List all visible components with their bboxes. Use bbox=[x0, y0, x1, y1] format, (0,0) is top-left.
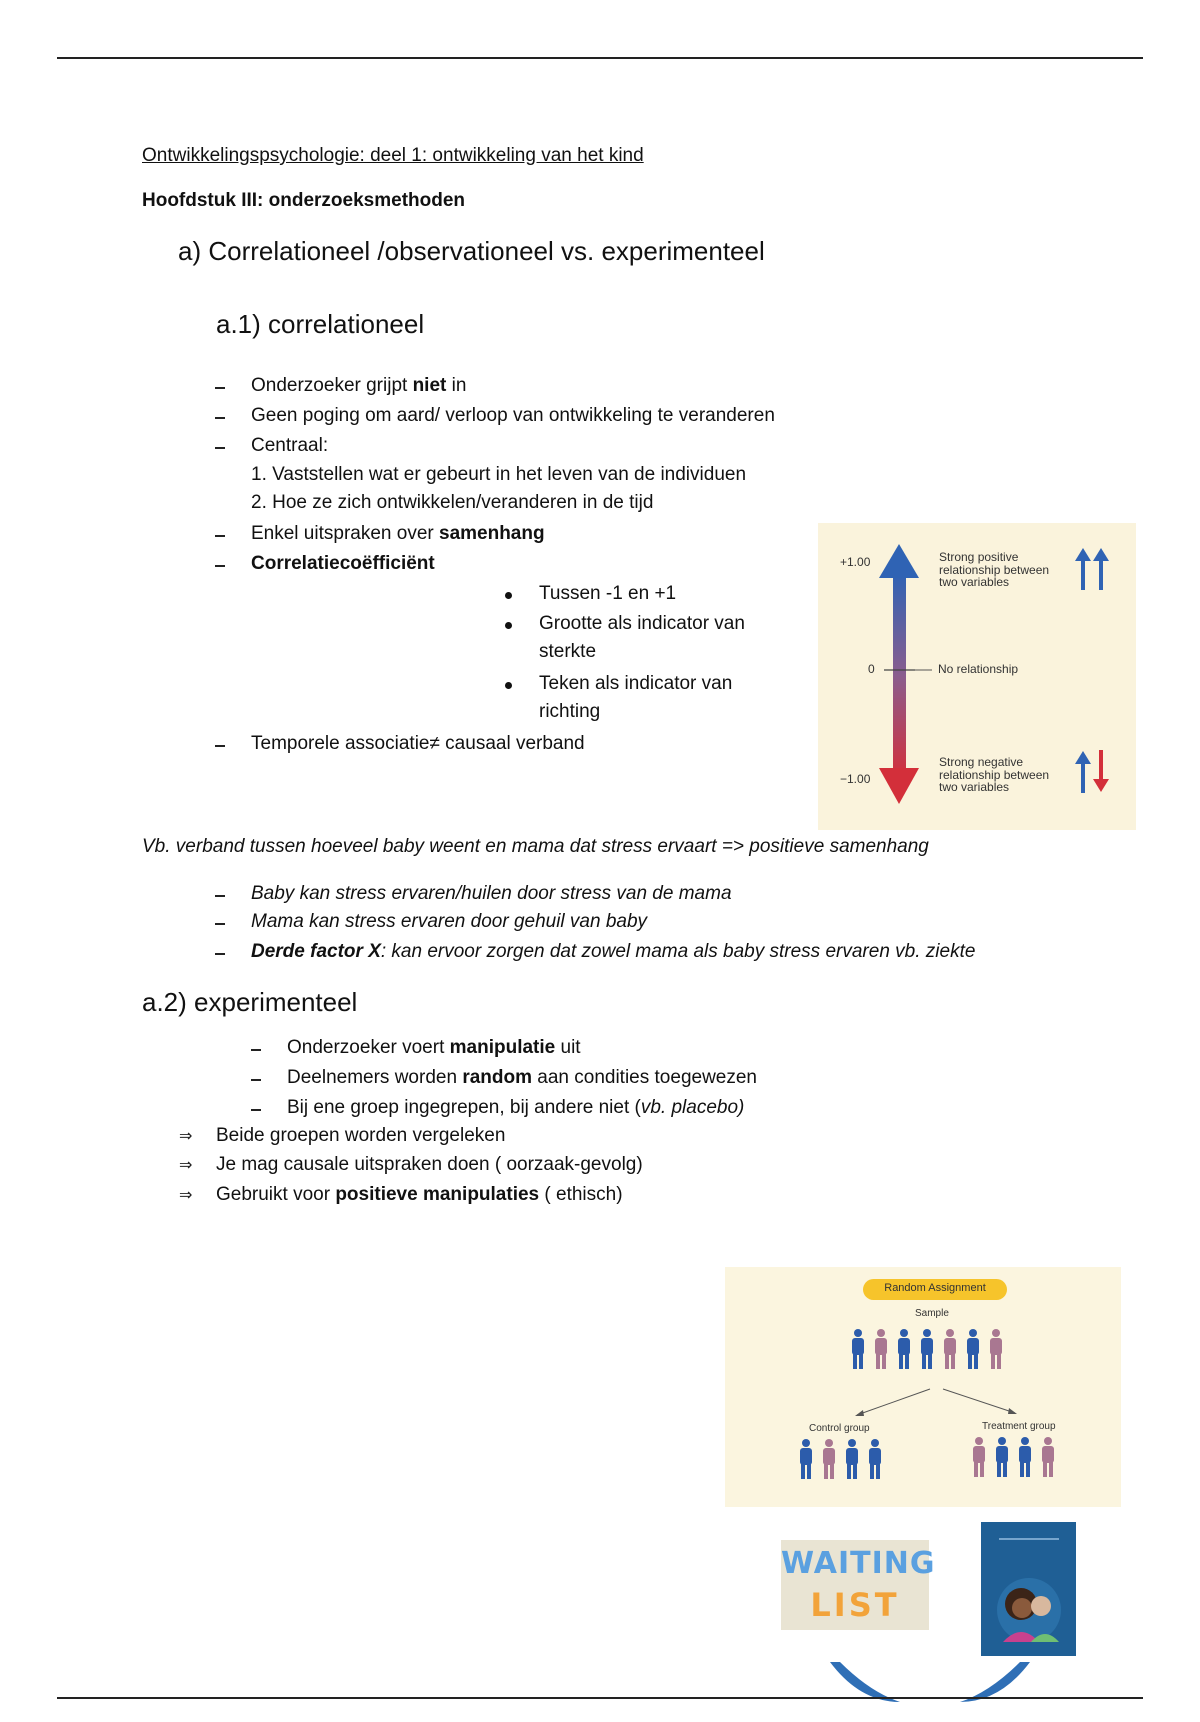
top-rule bbox=[57, 57, 1143, 59]
sample-person-icon bbox=[967, 1329, 979, 1369]
top-value-label: +1.00 bbox=[840, 555, 871, 569]
split-arrow-left bbox=[857, 1389, 930, 1415]
list-item-association: Enkel uitspraken over samenhang bbox=[251, 523, 545, 544]
sub-bullet-size-line2: sterkte bbox=[539, 641, 597, 662]
bottom-value-label: −1.00 bbox=[840, 772, 871, 786]
split-arrow-right bbox=[943, 1389, 1015, 1413]
mid-value-label: 0 bbox=[868, 662, 875, 676]
double-up-arrow-icon bbox=[1075, 548, 1109, 590]
chapter-title: Hoofdstuk III: onderzoeksmethoden bbox=[142, 190, 466, 211]
treatment-person-icon bbox=[1042, 1437, 1054, 1477]
course-title: Ontwikkelingspsychologie: deel 1: ontwikkeling van het kind bbox=[142, 145, 644, 166]
scale-bar bbox=[893, 573, 906, 778]
control-person-icon bbox=[846, 1439, 858, 1479]
section-a-heading: a) Correlationeel /observationeel vs. experimenteel bbox=[178, 236, 765, 266]
book-cover-figure bbox=[981, 1522, 1076, 1656]
strong-negative-label: Strong negative relationship between two variables bbox=[939, 755, 1050, 795]
arrow-bullet-icon: ⇒ bbox=[179, 1157, 193, 1174]
section-a2-heading: a.2) experimenteel bbox=[142, 987, 358, 1017]
bullet-dash bbox=[215, 565, 225, 567]
bullet-dash bbox=[215, 895, 225, 897]
bullet-dash bbox=[215, 417, 225, 419]
control-person-icon bbox=[869, 1439, 881, 1479]
example-item-third-factor: Derde factor X: kan ervoor zorgen dat zowel mama als baby stress ervaren vb. ziekte bbox=[251, 941, 976, 962]
bottom-decoration bbox=[0, 1662, 1200, 1722]
bullet-dash bbox=[215, 387, 225, 389]
list-item-central: Centraal: bbox=[251, 435, 329, 456]
conclusion-causal: Je mag causale uitspraken doen ( oorzaak-gevolg) bbox=[216, 1154, 643, 1175]
sample-person-icon bbox=[921, 1329, 933, 1369]
arrow-bullet-icon: ⇒ bbox=[179, 1128, 193, 1145]
bullet-dash bbox=[215, 923, 225, 925]
bullet-dot bbox=[505, 682, 512, 689]
down-arrowhead bbox=[879, 768, 919, 804]
bullet-dash bbox=[251, 1109, 261, 1111]
sub-bullet-range: Tussen -1 en +1 bbox=[539, 583, 677, 604]
bottom-rule bbox=[57, 1697, 1143, 1699]
control-person-icon bbox=[823, 1439, 835, 1479]
waiting-word bbox=[781, 1546, 936, 1581]
waiting-letters: WAITING bbox=[781, 1546, 936, 1581]
sample-person-icon bbox=[990, 1329, 1002, 1369]
conclusion-compare: Beide groepen worden vergeleken bbox=[216, 1125, 506, 1146]
conclusion-positive: Gebruikt voor positieve manipulaties ( ethisch) bbox=[216, 1184, 623, 1205]
right-blue-curve bbox=[960, 1662, 1030, 1702]
strong-positive-label: Strong positive relationship between two variables bbox=[939, 550, 1050, 590]
sample-person-icon bbox=[944, 1329, 956, 1369]
list-item-temporal: Temporele associatie≠ causaal verband bbox=[251, 733, 585, 754]
list-letters: LIST bbox=[810, 1586, 900, 1624]
list-word bbox=[781, 1586, 929, 1624]
left-blue-curve bbox=[830, 1662, 900, 1702]
arrow-bullet-icon: ⇒ bbox=[179, 1187, 193, 1204]
bullet-dot bbox=[505, 622, 512, 629]
people-graphic bbox=[725, 1267, 1121, 1507]
treatment-group-label: Treatment group bbox=[982, 1421, 1056, 1432]
up-down-arrow-icon bbox=[1075, 750, 1109, 793]
up-arrowhead bbox=[879, 544, 919, 578]
random-assignment-label: Random Assignment bbox=[884, 1282, 986, 1294]
numbered-item-2: 2. Hoe ze zich ontwikkelen/veranderen in de tijd bbox=[251, 492, 654, 513]
section-a1-heading: a.1) correlationeel bbox=[216, 309, 425, 339]
correlation-figure bbox=[818, 523, 1136, 830]
sub-bullet-sign-line1: Teken als indicator van bbox=[539, 673, 733, 694]
list-item-coefficient: Correlatiecoëfficiënt bbox=[251, 553, 435, 574]
split-arrowhead-left bbox=[855, 1410, 864, 1416]
sub-bullet-size-line1: Grootte als indicator van bbox=[539, 613, 745, 634]
control-person-icon bbox=[800, 1439, 812, 1479]
bullet-dash bbox=[215, 535, 225, 537]
sample-person-icon bbox=[875, 1329, 887, 1369]
numbered-item-1: 1. Vaststellen wat er gebeurt in het leven van de individuen bbox=[251, 464, 747, 485]
exp-item-placebo: Bij ene groep ingegrepen, bij andere niet (vb. placebo) bbox=[287, 1097, 745, 1118]
control-group-label: Control group bbox=[809, 1423, 870, 1434]
sample-person-icon bbox=[852, 1329, 864, 1369]
bullet-dot bbox=[505, 592, 512, 599]
random-assignment-figure bbox=[725, 1267, 1121, 1507]
treatment-person-icon bbox=[973, 1437, 985, 1477]
book-cover-illustration bbox=[981, 1522, 1076, 1656]
bullet-dash bbox=[215, 953, 225, 955]
list-item-no-intervention: Onderzoeker grijpt niet in bbox=[251, 375, 467, 396]
sample-label: Sample bbox=[915, 1308, 949, 1319]
example-item-baby: Baby kan stress ervaren/huilen door stress van de mama bbox=[251, 883, 732, 904]
example-text: Vb. verband tussen hoeveel baby weent en mama dat stress ervaart => positieve samenhang bbox=[142, 836, 929, 857]
exp-item-random: Deelnemers worden random aan condities toegewezen bbox=[287, 1067, 757, 1088]
treatment-person-icon bbox=[1019, 1437, 1031, 1477]
split-arrowhead-right bbox=[1008, 1408, 1017, 1414]
sample-person-icon bbox=[898, 1329, 910, 1369]
waiting-list-figure bbox=[781, 1540, 936, 1630]
example-item-mama: Mama kan stress ervaren door gehuil van baby bbox=[251, 911, 648, 932]
bullet-dash bbox=[215, 447, 225, 449]
treatment-person-icon bbox=[996, 1437, 1008, 1477]
list-item-no-change: Geen poging om aard/ verloop van ontwikkeling te veranderen bbox=[251, 405, 775, 426]
bullet-dash bbox=[251, 1049, 261, 1051]
exp-item-manipulation: Onderzoeker voert manipulatie uit bbox=[287, 1037, 581, 1058]
sub-bullet-sign-line2: richting bbox=[539, 701, 601, 722]
bullet-dash bbox=[215, 745, 225, 747]
bullet-dash bbox=[251, 1079, 261, 1081]
no-relationship-label: No relationship bbox=[938, 662, 1019, 676]
